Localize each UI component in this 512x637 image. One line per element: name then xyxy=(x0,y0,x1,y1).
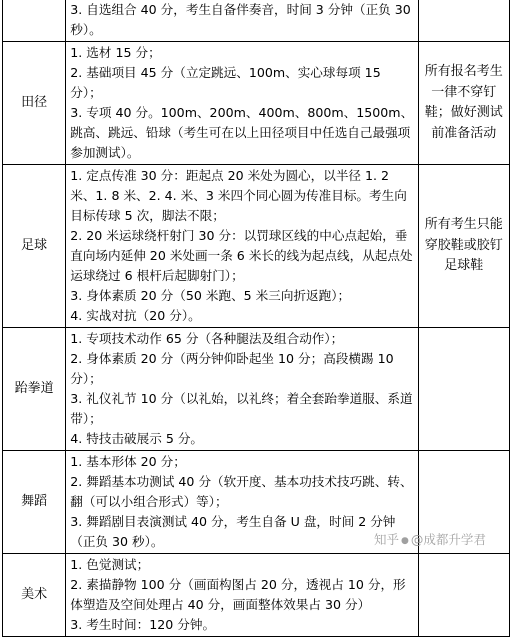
table-row xyxy=(3,42,510,165)
sport-name-cell: 跆拳道 xyxy=(3,328,66,451)
test-content-cell xyxy=(66,0,418,42)
table-row xyxy=(3,165,510,328)
content-line: 3. 考生时间：120 分钟。 xyxy=(70,617,216,632)
content-line: 1. 专项技术动作 65 分（各种腿法及组合动作）； xyxy=(70,331,344,346)
content-line: 1. 选材 15 分； xyxy=(70,45,161,60)
test-content-cell xyxy=(66,328,418,451)
remark-cell xyxy=(418,0,509,42)
test-content-cell xyxy=(66,165,418,328)
content-line: 2. 素描静物 100 分（画面构图占 20 分，透视占 10 分，形体塑造及空间处理占 40 分，画面整体效果占 30 分） xyxy=(70,577,406,612)
sport-name-cell: 舞蹈 xyxy=(3,451,66,554)
content-line: 3. 自选组合 40 分，考生自备伴奏音，时间 3 分钟（正负 30 秒）。 xyxy=(70,2,411,37)
content-line: 4. 特技击破展示 5 分。 xyxy=(70,431,204,446)
content-line: 2. 基础项目 45 分（立定跳远、100m、实心球每项 15 分）； xyxy=(70,65,381,100)
watermark-site: 知乎 xyxy=(374,532,400,547)
watermark-author: @成都升学君 xyxy=(410,532,486,547)
remark-cell: 所有考生只能穿胶鞋或胶钉足球鞋 xyxy=(418,165,509,328)
remark-cell xyxy=(418,554,509,637)
content-line: 2. 身体素质 20 分（两分钟仰卧起坐 10 分；高段横踢 10 分）； xyxy=(70,351,394,386)
content-line: 2. 舞蹈基本功测试 40 分（软开度、基本功技术技巧跳、转、翻（可以小组合形式）等）； xyxy=(70,474,413,509)
content-line: 3. 身体素质 20 分（50 米跑、5 米三向折返跑）； xyxy=(70,288,351,303)
content-line: 2. 20 米运球绕杆射门 30 分：以罚球区线的中心点起始，垂直向场内延伸 20 米处画一条 6 米长的线为起点线，从起点处运球绕过 6 根杆后起脚射门）； xyxy=(70,228,413,283)
content-line: 3. 礼仪礼节 10 分（以礼始，以礼终；着全套跆拳道服、系道带）； xyxy=(70,391,413,426)
sport-name-cell: 足球 xyxy=(3,165,66,328)
content-line: 1. 定点传准 30 分：距起点 20 米处为圆心，以半径 1. 2 米、1. 8 米、2. 4. 米、3 米四个同心圆为传准目标。考生向目标传球 5 次，脚法不限； xyxy=(70,168,407,223)
sport-name-cell: 美术 xyxy=(3,554,66,637)
test-content-cell xyxy=(66,451,418,554)
table-row xyxy=(3,328,510,451)
sport-name-cell xyxy=(3,0,66,42)
table-row xyxy=(3,554,510,637)
test-content-cell xyxy=(66,42,418,165)
content-line: 1. 色觉测试； xyxy=(70,557,150,572)
content-line: 4. 实战对抗（20 分）。 xyxy=(70,308,201,323)
watermark-separator: ● xyxy=(401,536,409,546)
test-content-cell xyxy=(66,554,418,637)
content-line: 3. 专项 40 分。100m、200m、400m、800m、1500m、跳高、跳远、铅球（考生可在以上田径项目中任选自己最强项参加测试）。 xyxy=(70,105,414,160)
watermark xyxy=(374,530,486,548)
remark-cell: 所有报名考生一律不穿钉鞋；做好测试前准备活动 xyxy=(418,42,509,165)
content-line: 3. 舞蹈剧目表演测试 40 分，考生自备 U 盘，时间 2 分钟（正负 30 秒）。 xyxy=(70,514,396,549)
table-row xyxy=(3,0,510,42)
remark-cell xyxy=(418,328,509,451)
sport-name-cell: 田径 xyxy=(3,42,66,165)
content-line: 1. 基本形体 20 分； xyxy=(70,454,186,469)
